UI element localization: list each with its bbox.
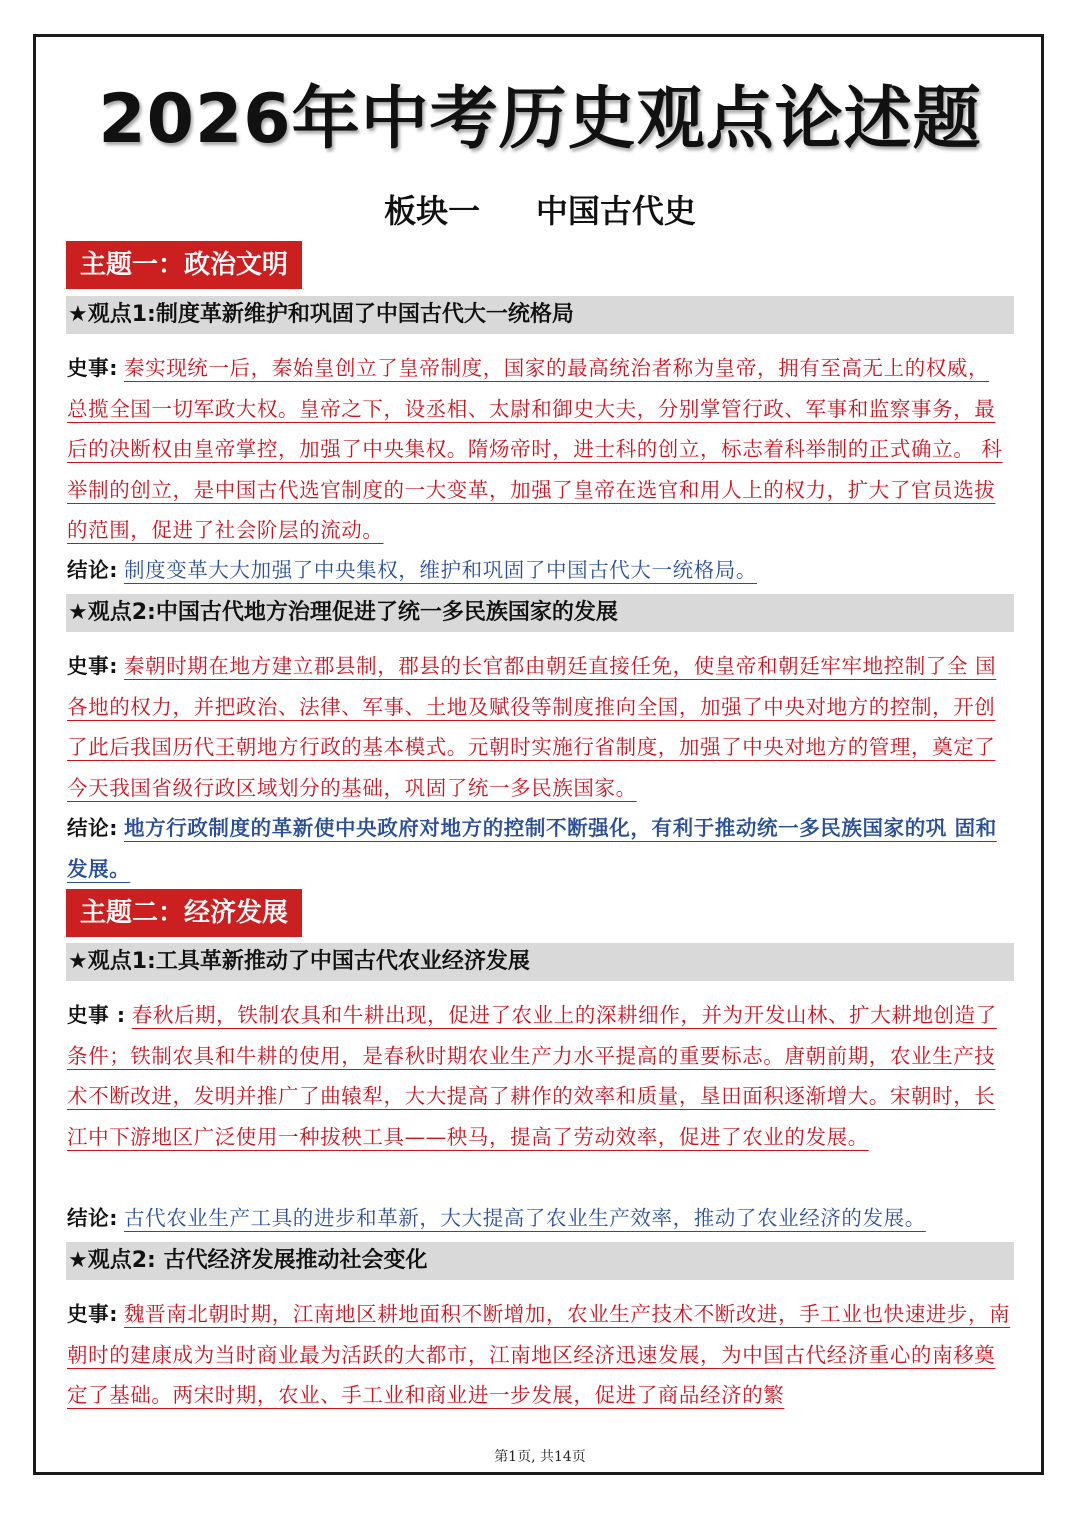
document-title: 2026年中考历史观点论述题 [98,80,982,159]
facts-text: 秦朝时期在地方建立郡县制，郡县的长官都由朝廷直接任免，使皇帝和朝廷牢牢地控制了全 国各地的权力，并把政治、法律、军事、土地及赋役等制度推向全国，加强了中央对地方的控制，开创了此后我国历代王朝地方行政的基本模式。元朝时实施行省制度，加强了中央对地方的管理，奠定了今天我国省级行政区域划分的基础，巩固了统一多民族国家。 [67,654,997,800]
conclusion-text: 制度变革大大加强了中央集权，维护和巩固了中国古代大一统格局。 [124,558,757,582]
conclusion-label: 结论: [67,558,118,582]
facts-text: 秦实现统一后，秦始皇创立了皇帝制度，国家的最高统治者称为皇帝，拥有至高无上的权威， 总揽全国一切军政大权。皇帝之下，设丞相、太尉和御史大夫，分别掌管行政、军事和监察事务，最后的决断权由皇帝掌控，加强了中央集权。隋炀帝时，进士科的创立，标志着科举制的正式确立。 科举制的创立，是中国古代选官制度的一大变革，加强了皇帝在选官和用人上的权力，扩大了官员选拔的范围，促进了社会阶层的流动。 [67,356,1003,542]
facts-text: 魏晋南北朝时期，江南地区耕地面积不断增加，农业生产技术不断改进，手工业也快速进步，南朝时的建康成为当时商业最为活跃的大都市，江南地区经济迅速发展，为中国古代经济重心的南移奠定了基础。两宋时期，农业、手工业和商业进一步发展，促进了商品经济的繁 [67,1302,1011,1407]
theme2-point1-conclusion [67,1198,1015,1239]
theme1-label: 主题一：政治文明 [66,241,302,289]
section-heading: 板块一 中国古代史 [384,192,696,230]
theme2-point1-title: ★观点1:工具革新推动了中国古代农业经济发展 [66,943,1014,981]
facts-text: 春秋后期，铁制农具和牛耕出现，促进了农业上的深耕细作，并为开发山林、扩大耕地创造了条件；铁制农具和牛耕的使用，是春秋时期农业生产力水平提高的重要标志。唐朝前期，农业生产技术不断改进，发明并推广了曲辕犁，大大提高了耕作的效率和质量，垦田面积逐渐增大。宋朝时，长江中下游地区广泛使用一种拔秧工具——秧马，提高了劳动效率，促进了农业的发展。 [67,1003,997,1149]
theme1-point1-conclusion [67,550,1015,591]
facts-label: 史事 : [67,1003,126,1027]
theme2-point2-facts [67,1294,1015,1416]
facts-label: 史事: [67,1302,118,1326]
conclusion-label: 结论: [67,816,118,840]
theme1-point1-title: ★观点1:制度革新维护和巩固了中国古代大一统格局 [66,296,1014,334]
conclusion-text: 古代农业生产工具的进步和革新，大大提高了农业生产效率，推动了农业经济的发展。 [124,1206,926,1230]
page-footer: 第1页, 共14页 [494,1449,586,1465]
theme1-point2-conclusion [67,808,1015,889]
theme2-point1-facts [67,995,1015,1157]
conclusion-label: 结论: [67,1206,118,1230]
theme2-point2-title: ★观点2: 古代经济发展推动社会变化 [66,1242,1014,1280]
theme1-point2-facts [67,646,1015,808]
facts-label: 史事: [67,654,118,678]
theme1-point1-facts [67,348,1015,551]
conclusion-text: 地方行政制度的革新使中央政府对地方的控制不断强化，有利于推动统一多民族国家的巩 固和发展。 [67,816,997,881]
theme2-label: 主题二：经济发展 [66,889,302,937]
theme1-point2-title: ★观点2:中国古代地方治理促进了统一多民族国家的发展 [66,594,1014,632]
facts-label: 史事: [67,356,118,380]
